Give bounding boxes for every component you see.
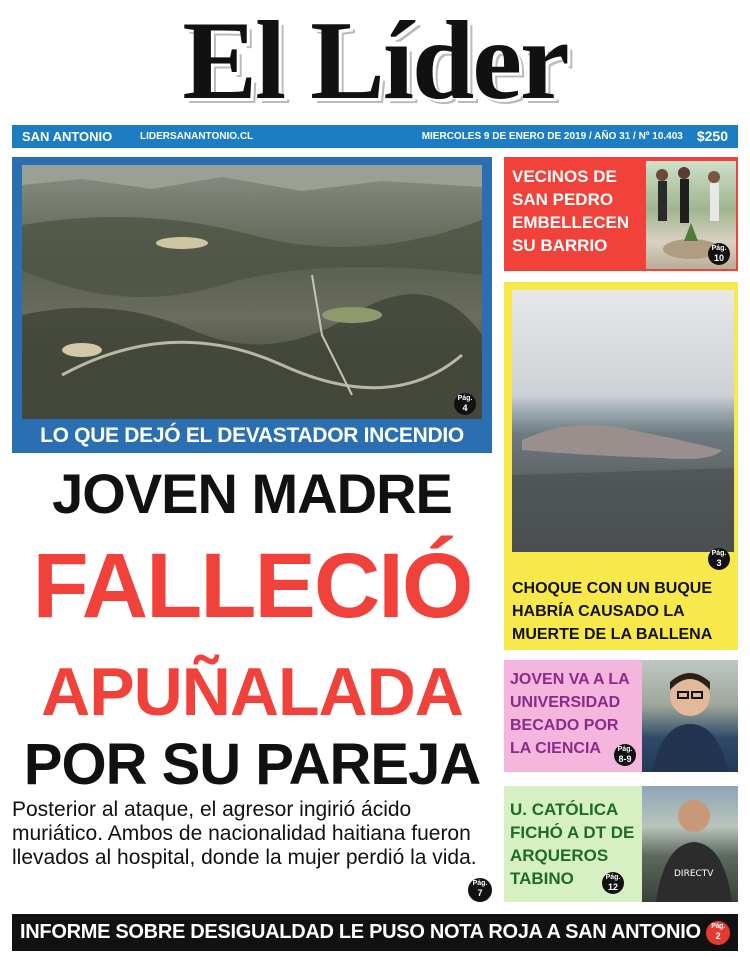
page-badge: Pág. 12 (602, 872, 624, 894)
svg-text:DIRECTV: DIRECTV (674, 869, 714, 879)
side-story-title: CHOQUE CON UN BUQUE HABRÍA CAUSADO LA MUERTE DE LA BALLENA (512, 580, 713, 643)
neighbors-photo (646, 161, 736, 269)
side-story-neighbors[interactable] (504, 157, 738, 271)
hero-story[interactable] (12, 157, 492, 453)
fire-aerial-photo (22, 165, 482, 419)
issue-price: $250 (696, 128, 728, 144)
headline-line-2[interactable]: FALLECIÓ (32, 535, 472, 637)
headline-lead: Posterior al ataque, el agresor ingirió ácido muriático. Ambos de nacionalidad haitiana fueron llevados al hospital, donde la mujer perdió la vida. (12, 798, 477, 869)
side-story-title: JOVEN VA A LA UNIVERSIDAD BECADO POR LA CIENCIA (510, 671, 630, 757)
side-story-whale[interactable] (504, 282, 738, 650)
headline-line-3[interactable]: APUÑALADA (41, 654, 463, 730)
student-illustration (642, 660, 738, 772)
headline-line-4[interactable]: POR SU PAREJA (23, 732, 481, 797)
side-story-student[interactable] (504, 660, 738, 772)
page-badge: Pág. 2 (706, 921, 730, 945)
page-badge: Pág. 3 (708, 548, 730, 570)
side-story-catolica[interactable] (504, 786, 738, 902)
whale-beach-photo (512, 290, 734, 568)
hero-caption: LO QUE DEJÓ EL DEVASTADOR INCENDIO (40, 424, 464, 447)
burned-hills-illustration (22, 165, 482, 419)
page-badge: Pág. 10 (708, 243, 730, 265)
coach-illustration (642, 786, 738, 902)
issue-date: MIERCOLES 9 DE ENERO DE 2019 / AÑO 31 / Nº 10.403 (421, 131, 683, 142)
coach-photo (642, 786, 738, 902)
footer-story[interactable] (12, 914, 738, 951)
page-badge: Pág. 8-9 (614, 744, 636, 766)
footer-headline: INFORME SOBRE DESIGUALDAD LE PUSO NOTA ROJA A SAN ANTONIO (20, 921, 701, 943)
website-link[interactable]: LIDERSANANTONIO.CL (140, 131, 254, 142)
side-story-title: VECINOS DE SAN PEDRO EMBELLECEN SU BARRIO (512, 167, 630, 255)
newspaper-logo[interactable]: El Líder (182, 0, 568, 123)
whale-illustration (512, 290, 734, 552)
edition-city: SAN ANTONIO (22, 129, 113, 144)
info-bar (12, 125, 738, 148)
side-story-title: U. CATÓLICA FICHÓ A DT DE ARQUEROS TABINO (510, 800, 635, 888)
student-photo (642, 660, 738, 772)
masthead (0, 0, 750, 122)
page-badge: Pág. 4 (454, 393, 476, 415)
headline-line-1[interactable]: JOVEN MADRE (52, 462, 452, 525)
page-badge: Pág. 7 (468, 878, 492, 902)
